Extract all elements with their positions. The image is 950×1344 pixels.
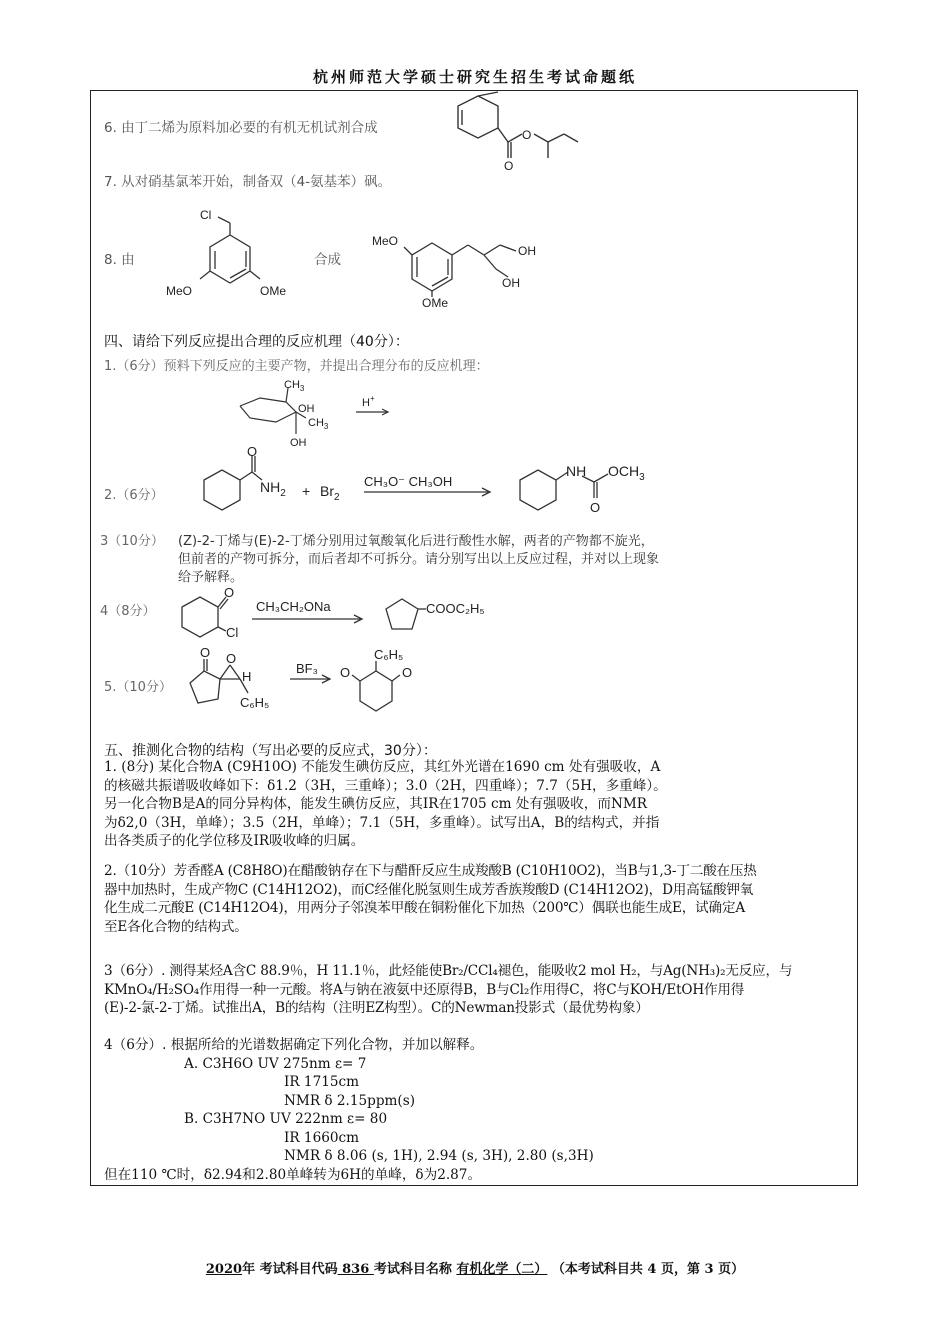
q8-starting-material	[160, 205, 300, 305]
mech-5-c6h5: C₆H₅	[240, 695, 270, 710]
problem-2-line-1: 2.（10分）芳香醛A (C8H8O)在醋酸钠存在下与醋酐反应生成羧酸B (C10H10O2)，当B与1,3-丁二酸在压热	[104, 863, 757, 879]
mech-4-num: 4（8分）	[100, 604, 156, 619]
q8-product	[370, 225, 560, 310]
mech-2-nh: NH	[566, 463, 587, 479]
q8-product-oh1: OH	[518, 244, 536, 258]
q6-carbonyl-o: O	[504, 159, 514, 173]
problem-4-b-uv: B. C3H7NO UV 222nm ε= 80	[184, 1111, 388, 1127]
mech-1-ch3-top: $CH_3$	[284, 379, 305, 393]
mech-3-num: 3（10分）	[100, 534, 164, 549]
problem-4-b-nmr: NMR δ 8.06 (s, 1H), 2.94 (s, 3H), 2.80 (s,3H)	[284, 1148, 594, 1164]
footer-subject: 有机化学（二）	[456, 1262, 548, 1277]
problem-2-line-4: 至E各化合物的结构式。	[104, 918, 248, 935]
mech-5-product-o-right: O	[402, 665, 413, 680]
footer-text-1: 年 考试科目代码	[242, 1262, 338, 1277]
mech-5-bf3: BF₃	[296, 661, 318, 676]
mech-1-oh-2: OH	[290, 437, 307, 449]
question-7: 7. 从对硝基氯苯开始，制备双（4-氨基苯）砜。	[104, 174, 392, 190]
problem-1-line-1: 1. (8分) 某化合物A (C9H10O) 不能发生碘仿反应，其红外光谱在1690 cm 处有强吸收，A	[104, 759, 661, 775]
problem-4-b-ir: IR 1660cm	[284, 1129, 360, 1146]
footer-text-3: （本考试科目共 4 页，第 3 页）	[551, 1262, 745, 1277]
mech-2-product-o: O	[590, 500, 601, 515]
mech-4-reagent: CH₃CH₂ONa	[256, 599, 331, 614]
mech-2-br2: $Br_2$	[320, 483, 340, 503]
q8-product-ome: OMe	[422, 296, 449, 310]
problem-3-line-3: (E)-2-氯-2-丁烯。试推出A，B的结构（注明EZ构型）。C的Newman投影式（最优势构象）	[104, 1000, 649, 1016]
problem-4-note: 但在110 ℃时，δ2.94和2.80单峰转为6H的单峰，δ为2.87。	[104, 1166, 482, 1183]
problem-4-intro: 4（6分）. 根据所给的光谱数据确定下列化合物，并加以解释。	[104, 1037, 484, 1053]
mech-5-num: 5.（10分）	[104, 680, 172, 695]
mech-2-och3: $OCH_3$	[608, 463, 645, 483]
question-6: 6. 由丁二烯为原料加必要的有机无机试剂合成	[104, 120, 378, 136]
mech-1-h-plus: H+	[362, 394, 375, 409]
mech-2-num: 2.（6分）	[104, 488, 164, 503]
problem-2-line-3: 化生成二元酸E (C14H12O4)，用两分子邻溴苯甲酸在铜粉催化下加热（200℃）偶联也能生成E，试确定A	[104, 900, 745, 916]
mech-4-ester: COOC₂H₅	[426, 601, 485, 616]
q8-product-meo: MeO	[372, 234, 399, 248]
problem-2	[104, 862, 854, 936]
problem-4-a-uv: A. C3H6O UV 275nm ε= 7	[184, 1055, 367, 1072]
problem-3-line-1: 3（6分）. 测得某烃A含C 88.9％，H 11.1％，此烃能使Br₂/CCl₄褪色，能吸收2 mol H₂，与Ag(NH₃)₂无反应，与	[104, 963, 793, 979]
problem-3	[104, 962, 854, 1018]
question-8-mid: 合成	[314, 252, 341, 268]
problem-2-line-2: 器中加热时，生成产物C (C14H12O2)，而C经催化脱氢则生成芳香族羧酸D (C14H12O2)，D用高锰酸钾氧	[104, 881, 754, 898]
section-5-title: 五、推测化合物的结构（写出必要的反应式，30分）：	[104, 743, 437, 759]
mech-1-structure	[236, 379, 406, 454]
question-8-num: 8. 由	[104, 252, 135, 268]
mech-1: 1.（6分）预料下列反应的主要产物，并提出合理分布的反应机理：	[104, 359, 489, 374]
mech-1-ch3-2: $CH_3$	[308, 417, 329, 431]
q8-cl: Cl	[200, 208, 212, 222]
mech-5-ketone-o: O	[200, 645, 211, 660]
problem-1-line-5: 出各类质子的化学位移及IR吸收峰的归属。	[104, 833, 365, 849]
mech-4-o: O	[224, 585, 235, 600]
mech-2-nh2: $NH_2$	[260, 479, 286, 499]
mech-2-reaction	[180, 444, 660, 518]
mech-2-plus: +	[302, 483, 311, 499]
mech-5-product-c6h5: C₆H₅	[374, 647, 404, 662]
problem-4-a-nmr: NMR δ 2.15ppm(s)	[284, 1092, 416, 1109]
footer-text-2: 考试科目名称	[373, 1262, 452, 1277]
mech-2-reagent: CH₃O⁻ CH₃OH	[364, 474, 453, 489]
mech-4-reaction	[176, 585, 516, 645]
problem-1	[104, 758, 844, 851]
q8-ome-right: OMe	[260, 284, 287, 298]
section-4-title: 四、请给下列反应提出合理的反应机理（40分）：	[104, 334, 409, 350]
page-header: 杭州师范大学硕士研究生招生考试命题纸	[312, 68, 637, 86]
page-footer	[0, 1258, 950, 1277]
q6-target-structure	[440, 90, 600, 173]
footer-year: 2020	[205, 1262, 243, 1277]
problem-1-line-2: 的核磁共振谱吸收峰如下：δ1.2（3H，三重峰）；3.0（2H，四重峰）；7.7（5H，多重峰）。	[104, 777, 667, 794]
q8-product-oh2: OH	[502, 276, 520, 290]
mech-4-cl: Cl	[226, 625, 239, 640]
mech-3-line-3: 给予解释。	[178, 570, 244, 585]
mech-5-product-o-left: O	[340, 665, 351, 680]
q8-meo-left: MeO	[166, 284, 193, 298]
mech-5-epoxide-o: O	[226, 651, 237, 666]
footer-code: 836	[337, 1262, 374, 1277]
problem-1-line-4: 为δ2,0（3H，单峰）；3.5（2H，单峰）；7.1（5H，多重峰）。试写出A，B的结构式，并指	[104, 814, 660, 831]
problem-4-a-ir: IR 1715cm	[284, 1074, 360, 1090]
q6-ester-o: O	[522, 128, 532, 142]
mech-5-h: H	[242, 669, 252, 684]
problem-4	[104, 1036, 844, 1184]
mech-5-reaction	[180, 645, 440, 720]
problem-3-line-2: KMnO₄/H₂SO₄作用得一种一元酸。将A与钠在液氨中还原得B，B与Cl₂作用得C，将C与KOH/EtOH作用得	[104, 981, 745, 998]
mech-1-oh-1: OH	[298, 403, 315, 415]
problem-1-line-3: 另一化合物B是A的同分异构体，能发生碘仿反应，其IR在1705 cm 处有强吸收，而NMR	[104, 796, 648, 812]
mech-3-line-2: 但前者的产物可拆分，而后者却不可拆分。请分别写出以上反应过程，并对以上现象	[178, 552, 660, 567]
mech-2-o: O	[247, 444, 258, 459]
mech-3-line-1: (Z)-2-丁烯与(E)-2-丁烯分别用过氧酸氧化后进行酸性水解，两者的产物都不旋光，	[178, 534, 654, 549]
